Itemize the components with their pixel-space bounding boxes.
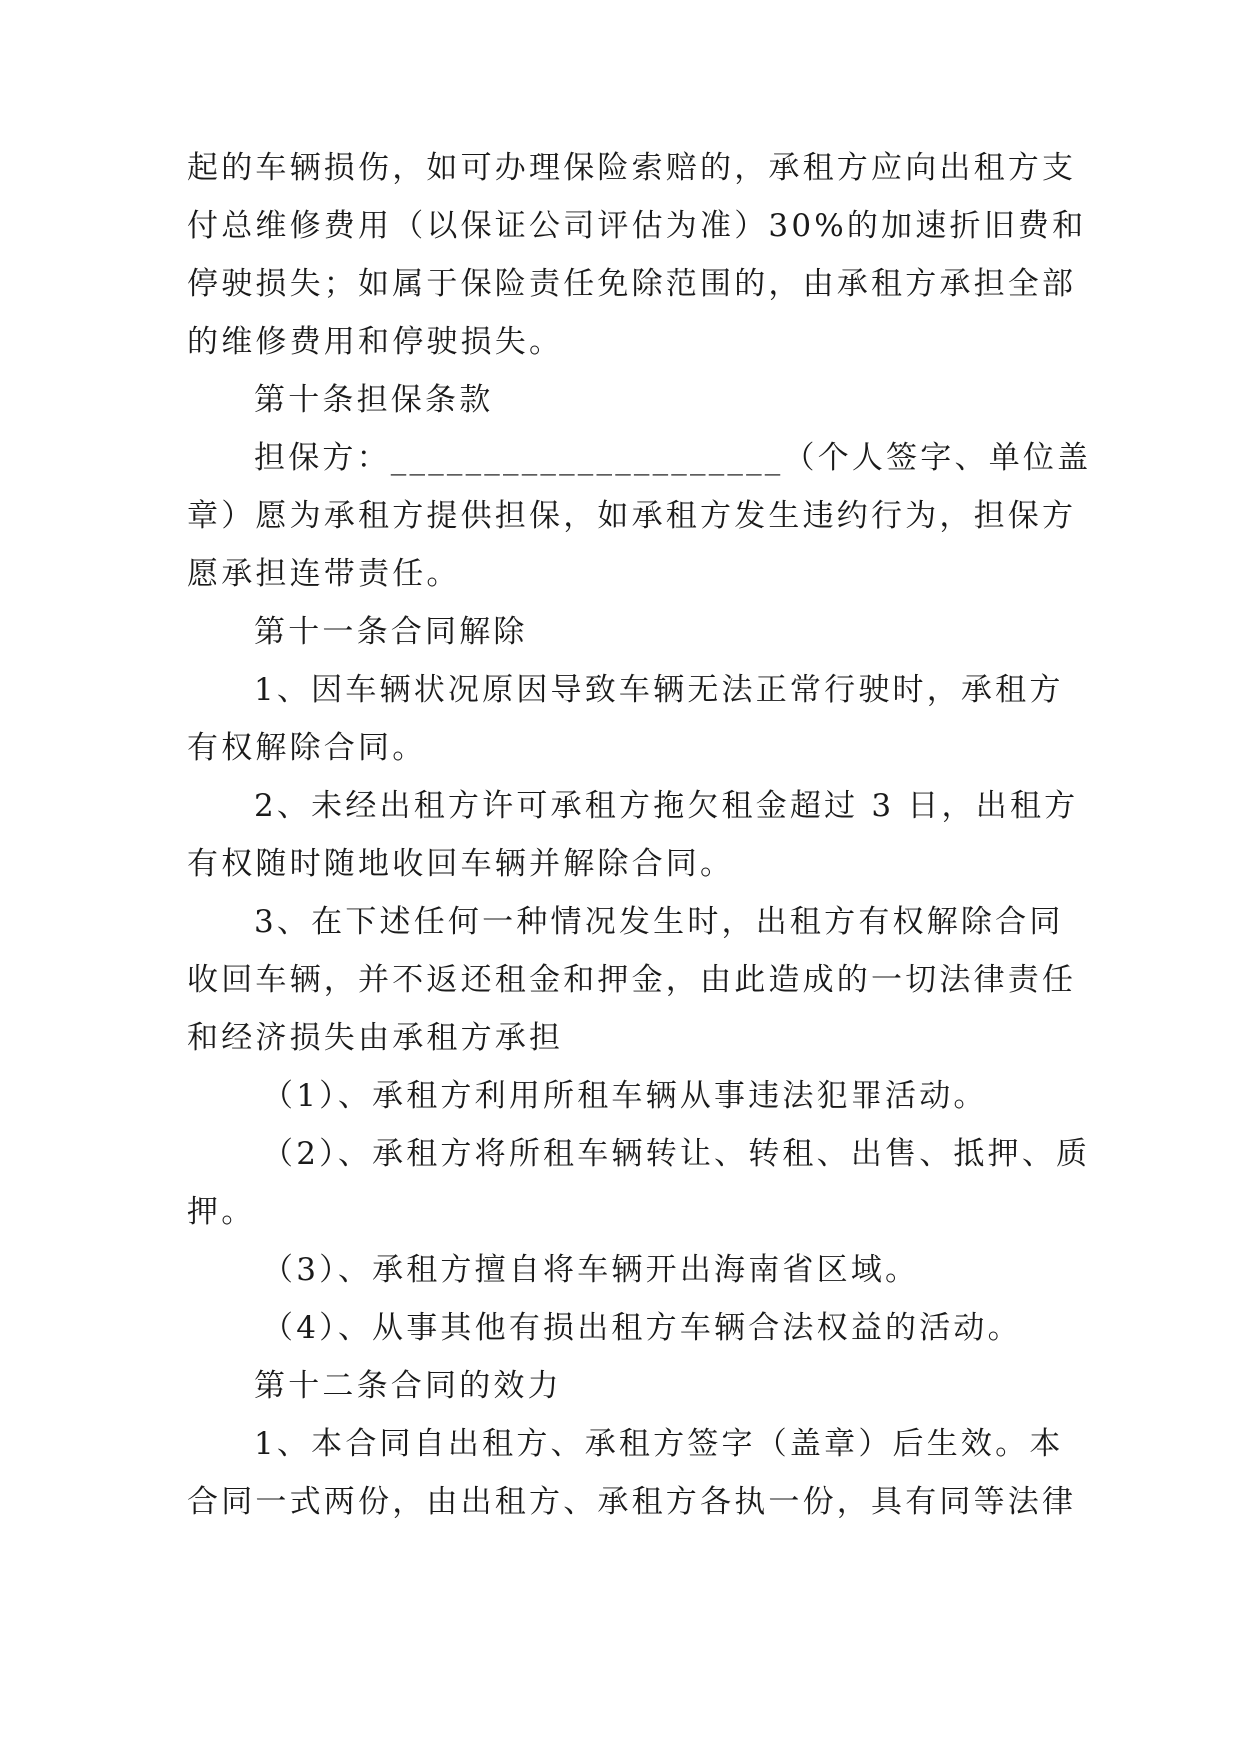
paragraph-line: 停驶损失；如属于保险责任免除范围的，由承租方承担全部: [187, 266, 1077, 302]
section-heading: 第十二条合同的效力: [254, 1368, 562, 1404]
section-heading: 第十一条合同解除: [254, 614, 528, 650]
paragraph-line: 2、未经出租方许可承租方拖欠租金超过 3 日，出租方: [254, 788, 1079, 824]
paragraph-line: 起的车辆损伤，如可办理保险索赔的，承租方应向出租方支: [187, 150, 1077, 186]
list-item: （2）、承租方将所租车辆转让、转租、出售、抵押、质: [262, 1136, 1091, 1172]
list-item-continuation: 押。: [187, 1194, 256, 1230]
list-item: （1）、承租方利用所租车辆从事违法犯罪活动。: [262, 1078, 988, 1114]
paragraph-line: 收回车辆，并不返还租金和押金，由此造成的一切法律责任: [187, 962, 1077, 998]
list-item: （3）、承租方擅自将车辆开出海南省区域。: [262, 1252, 920, 1288]
paragraph-line: 1、因车辆状况原因导致车辆无法正常行驶时，承租方: [254, 672, 1064, 708]
paragraph-line: 有权随时随地收回车辆并解除合同。: [187, 846, 735, 882]
paragraph-line: 3、在下述任何一种情况发生时，出租方有权解除合同: [254, 904, 1064, 940]
paragraph-line: 合同一式两份，由出租方、承租方各执一份，具有同等法律: [187, 1484, 1077, 1520]
paragraph-line: 愿承担连带责任。: [187, 556, 461, 592]
paragraph-line: 的维修费用和停驶损失。: [187, 324, 564, 360]
paragraph-line: 1、本合同自出租方、承租方签字（盖章）后生效。本: [254, 1426, 1064, 1462]
guarantor-signature-line: 担保方：_____________________（个人签字、单位盖: [254, 440, 1092, 476]
list-item: （4）、从事其他有损出租方车辆合法权益的活动。: [262, 1310, 1022, 1346]
paragraph-line: 付总维修费用（以保证公司评估为准）30%的加速折旧费和: [187, 208, 1087, 244]
paragraph-line: 章）愿为承租方提供担保，如承租方发生违约行为，担保方: [187, 498, 1077, 534]
section-heading: 第十条担保条款: [254, 382, 494, 418]
paragraph-line: 和经济损失由承租方承担: [187, 1020, 564, 1056]
paragraph-line: 有权解除合同。: [187, 730, 427, 766]
